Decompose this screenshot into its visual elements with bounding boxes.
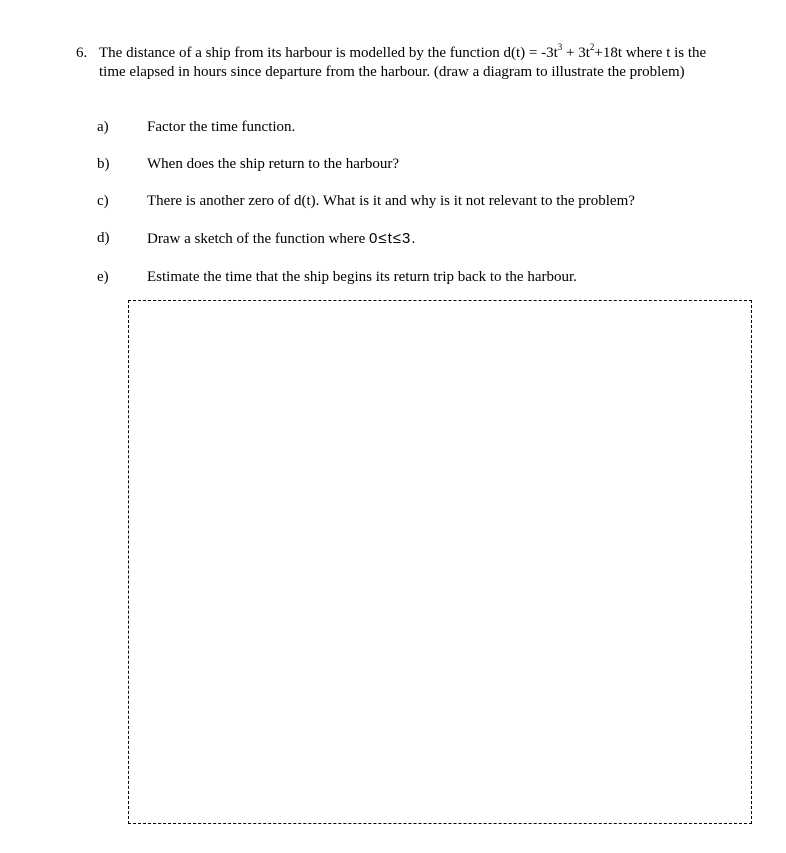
question-number: 6.	[76, 45, 88, 61]
part-d-text: Draw a sketch of the function where	[147, 231, 366, 247]
part-b	[97, 155, 399, 174]
part-e	[97, 268, 577, 287]
part-a-text: Factor the time function.	[147, 119, 296, 135]
part-c	[97, 192, 635, 211]
part-c-label: c)	[97, 193, 109, 209]
part-a	[97, 118, 295, 137]
part-c-text: There is another zero of d(t). What is it and why is it not relevant to the problem?	[147, 193, 635, 209]
question-6	[76, 44, 736, 82]
part-a-label: a)	[97, 119, 109, 135]
question-text	[99, 44, 736, 82]
answer-box[interactable]	[128, 300, 752, 824]
question-text-part-2: + 3t	[562, 45, 590, 61]
part-e-text: Estimate the time that the ship begins its return trip back to the harbour.	[147, 269, 577, 285]
exponent-2: 2	[589, 42, 595, 52]
part-e-label: e)	[97, 269, 109, 285]
part-d-text-wrap	[147, 229, 416, 249]
part-d-label: d)	[97, 230, 110, 246]
exponent-3: 3	[557, 42, 563, 52]
part-b-label: b)	[97, 156, 110, 172]
part-d	[97, 229, 416, 249]
question-text-part-1: The distance of a ship from its harbour is modelled by the function d(t) = -3t	[99, 45, 558, 61]
part-d-inequality: 0≤t≤3.	[369, 230, 417, 247]
question-header	[76, 44, 736, 82]
question-text-part-3: +18t where t is the time elapsed in hours since departure from the harbour. (draw a diagram to illustrate the problem)	[99, 45, 707, 80]
part-b-text: When does the ship return to the harbour?	[147, 156, 400, 172]
